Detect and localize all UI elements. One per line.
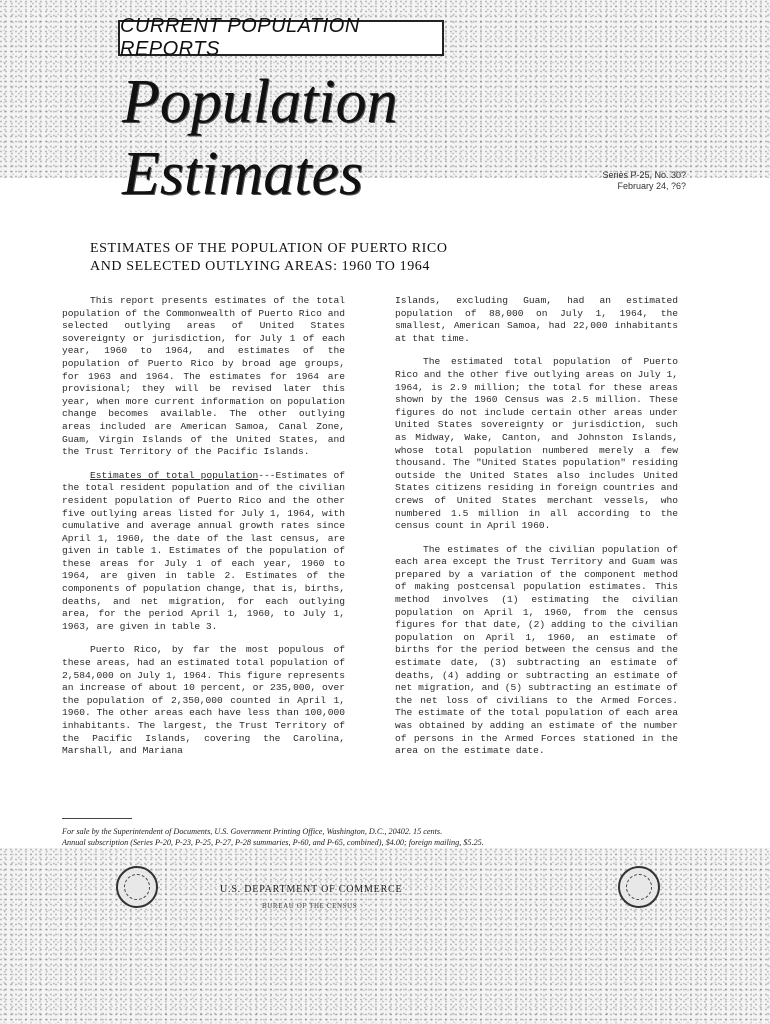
subscription-note: Annual subscription (Series P-20, P-23, P-25, P-27, P-28 summaries, P-60, and P-65, combined), $4.00; foreign mailing, $5.25. [62, 838, 484, 847]
paragraph-text: ---Estimates of the total resident population and of the civilian resident population of Puerto Rico and the other five outlying areas listed for July 1, 1964, with cumulative and average annual growth rates since April 1, 1960, the date of the last census, are given in table 1. Estimates of the population of these areas for July 1 of each year, 1960 to 1964, are given in table 2. Estimates of the components of population change, that is, births, deaths, and net migration, for each outlying area, for the period April 1, 1960, to July 1, 1963, are given in table 3. [62, 469, 345, 632]
paragraph: This report presents estimates of the total population of the Commonwealth of Puerto Rico and selected outlying areas of United States sovereignty or jurisdiction, for July 1 of each year, 1960 to 1964, and estimates of the population of Puerto Rico by broad age groups, for 1963 and 1964. The estimates for 1964 are provisional; they will be revised later this year, when more current information on population change becomes available. The other outlying areas included are American Samoa, Canal Zone, Guam, Virgin Islands of the United States, and the Trust Territory of the Pacific Islands. [62, 295, 345, 458]
publication-date: February 24, ?6? [617, 181, 686, 191]
census-seal-icon [618, 866, 660, 908]
body-column-left [62, 295, 345, 769]
report-title: Population Estimates [122, 68, 398, 208]
footnote [62, 826, 702, 848]
series-label: CURRENT POPULATION REPORTS [120, 15, 360, 60]
paragraph: Puerto Rico, by far the most populous of these areas, had an estimated total population of 2,584,000 on July 1, 1964. This figure represents an increase of about 10 percent, or 235,000, over the population of 2,350,000 counted in April 1, 1960. The other areas each have less than 100,000 inhabitants. The largest, the Trust Territory of the Pacific Islands, covering the Carolina, Marshall, and Mariana [62, 644, 345, 757]
footnote-rule [62, 818, 132, 819]
series-label-box [118, 15, 444, 60]
section-heading: Estimates of total population [90, 469, 259, 481]
commerce-seal-icon [116, 866, 158, 908]
document-title-line2: AND SELECTED OUTLYING AREAS: 1960 TO 1964 [90, 259, 431, 274]
paragraph [62, 470, 345, 634]
document-title [90, 240, 530, 276]
document-title-line1: ESTIMATES OF THE POPULATION OF PUERTO RICO [90, 241, 448, 256]
department-name: U.S. DEPARTMENT OF COMMERCE [220, 884, 403, 895]
sale-note: For sale by the Superintendent of Documents, U.S. Government Printing Office, Washington, D.C., 20402. 15 cents. [62, 827, 443, 836]
body-column-right [395, 295, 678, 769]
paragraph: The estimated total population of Puerto Rico and the other five outlying areas on July 1, 1964, is 2.9 million; the total for these areas shown by the 1960 Census was 2.5 million. These figures do not include certain other areas under United States sovereignty or jurisdiction, such as Midway, Wake, Canton, and Johnston Islands, whose total population numbered merely a few thousand. The "United States population" residing outside the United States also includes United States citizens residing in foreign countries and crews of United States merchant vessels, who numbered 1.5 million in all according to the census count in April 1960. [395, 356, 678, 532]
bureau-name: BUREAU OF THE CENSUS [262, 902, 358, 910]
paragraph: The estimates of the civilian population of each area except the Trust Territory and Guam was prepared by a variation of the component method of making postcensal population estimates. This method involves (1) estimating the civilian population on April 1, 1960, from the census figures for that date, (2) adding to the civilian population on April 1, 1960, an estimate of births for the period between the census and the estimate date, (3) subtracting an estimate of deaths, (4) adding or subtracting an estimate of net migration, and (5) subtracting an estimate of the net loss of civilians to the Armed Forces. The estimate of the total population of each area was obtained by adding an estimate of the number of persons in the Armed Forces stationed in the area on the estimate date. [395, 543, 678, 757]
series-number: Series P-25, No. 30? [602, 170, 686, 180]
paragraph: Islands, excluding Guam, had an estimated population of 88,000 on July 1, 1964, the smallest, American Samoa, had 22,000 inhabitants at that time. [395, 295, 678, 344]
series-info [526, 170, 686, 192]
